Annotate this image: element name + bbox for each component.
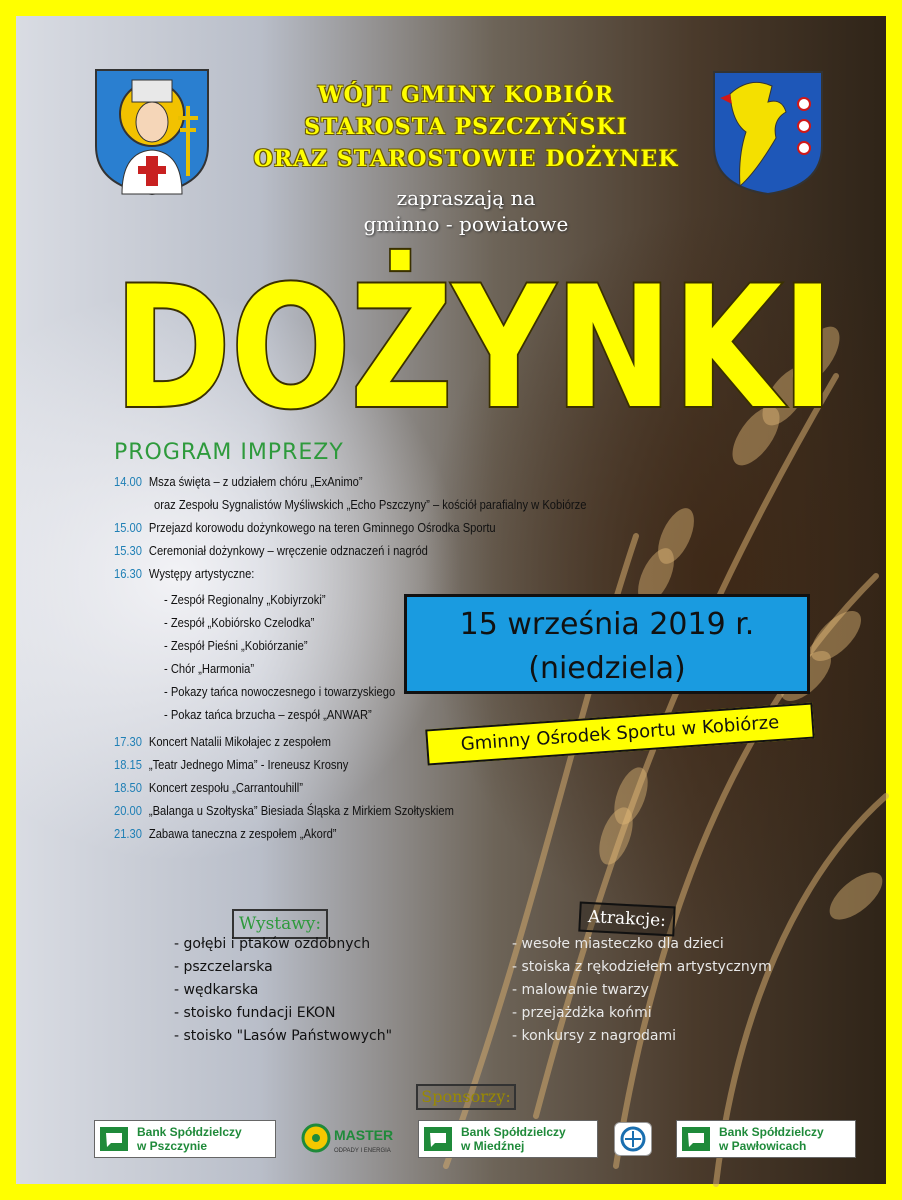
program-description: Koncert Natalii Mikołajec z zespołem: [148, 734, 331, 749]
sponsor-name-line: w Pszczynie: [137, 1139, 208, 1153]
program-item: - Pokaz tańca brzucha – zespół „ANWAR”: [164, 707, 372, 722]
program-time: 18.15: [114, 757, 142, 772]
attraction-item: - malowanie twarzy: [512, 982, 649, 998]
sponsor-name: [461, 1125, 566, 1153]
sponsor-name-line: Bank Spółdzielczy: [461, 1125, 566, 1139]
exhibitions-label: Wystawy:: [232, 909, 328, 939]
sponsor-name-line: Bank Spółdzielczy: [137, 1125, 242, 1139]
program-item: [114, 520, 496, 535]
program-time: 15.30: [114, 543, 142, 558]
program-item: - Zespół „Kobiórsko Czelodka”: [164, 615, 315, 630]
program-item: - Zespół Pieśni „Kobiórzanie”: [164, 638, 308, 653]
attraction-item: - przejażdżka końmi: [512, 1005, 652, 1021]
sponsors-label: Sponsorzy:: [416, 1084, 516, 1110]
program-item: [114, 734, 331, 749]
sponsor-emblem-icon: [615, 1123, 651, 1155]
program-item: [114, 826, 337, 841]
date-text: 15 września 2019 r.: [459, 607, 755, 642]
program-time: 18.50: [114, 780, 142, 795]
sponsor-master: [300, 1120, 396, 1160]
program-description: Msza święta – z udziałem chóru „ExAnimo”: [148, 474, 363, 489]
master-logo-icon: [300, 1120, 396, 1160]
organizer-line-3: ORAZ STAROSTOWIE DOŻYNEK: [253, 146, 679, 172]
exhibition-item: - gołębi i ptaków ozdobnych: [174, 936, 371, 952]
exhibition-item: - wędkarska: [174, 982, 259, 998]
main-title: [104, 250, 844, 446]
program-description: Ceremoniał dożynkowy – wręczenie odznaczeń i nagród: [148, 543, 428, 558]
exhibition-item: - pszczelarska: [174, 959, 273, 975]
program-time: 17.30: [114, 734, 142, 749]
program-item: [114, 566, 254, 581]
sponsor-bank-miedzna: [418, 1120, 598, 1158]
program-time: 14.00: [114, 474, 142, 489]
program-item: [114, 780, 303, 795]
program-description: Przejazd korowodu dożynkowego na teren Gminnego Ośrodka Sportu: [148, 520, 496, 535]
invite-line-2: gminno - powiatowe: [363, 212, 569, 236]
sponsor-name-line: w Miedźnej: [461, 1139, 525, 1153]
attractions-label: Atrakcje:: [578, 902, 675, 937]
program-item: - Zespół Regionalny „Kobiyrzoki”: [164, 592, 326, 607]
program-item: [114, 543, 428, 558]
exhibition-item: - stoisko "Lasów Państwowych": [174, 1028, 393, 1044]
attraction-item: - konkursy z nagrodami: [512, 1028, 677, 1044]
sponsor-small-logo: [614, 1122, 652, 1156]
date-box: [404, 594, 810, 694]
program-time: 21.30: [114, 826, 142, 841]
sponsor-bank-pawlowice: [676, 1120, 856, 1158]
program-heading: PROGRAM IMPREZY: [114, 440, 344, 465]
program-description: Występy artystyczne:: [148, 566, 255, 581]
program-item: [114, 803, 454, 818]
sponsor-name: [719, 1125, 824, 1153]
invite-line-1: zapraszają na: [396, 186, 536, 210]
bank-logo-icon: [423, 1126, 453, 1152]
program-description: Zabawa taneczna z zespołem „Akord”: [148, 826, 337, 841]
sponsor-bank-pszczyna: [94, 1120, 276, 1158]
exhibition-item: - stoisko fundacji EKON: [174, 1005, 336, 1021]
program-description: „Balanga u Szołtyska” Biesiada Śląska z Mirkiem Szołtyskiem: [148, 803, 454, 818]
weekday-text: (niedziela): [528, 651, 686, 686]
sponsor-name: [137, 1125, 242, 1153]
kobior-coat-of-arms-icon: [92, 66, 212, 196]
master-subtitle: ODPADY I ENERGIA: [334, 1148, 391, 1154]
program-description: „Teatr Jednego Mima” - Ireneusz Krosny: [148, 757, 349, 772]
attraction-item: - wesołe miasteczko dla dzieci: [512, 936, 724, 952]
program-item: [114, 757, 348, 772]
organizer-line-1: WÓJT GMINY KOBIÓR: [317, 82, 615, 108]
program-item: [114, 474, 363, 489]
program-item: - Pokazy tańca nowoczesnego i towarzyskiego: [164, 684, 396, 699]
organizer-line-2: STAROSTA PSZCZYŃSKI: [304, 114, 628, 140]
program-item: - Chór „Harmonia”: [164, 661, 255, 676]
wheat-background: [16, 16, 886, 1184]
pszczyna-county-coat-of-arms-icon: [710, 68, 826, 196]
program-time: 16.30: [114, 566, 142, 581]
master-name: MASTER: [334, 1127, 394, 1143]
main-title-text: DOŻYNKI: [114, 250, 834, 446]
program-time: 15.00: [114, 520, 142, 535]
venue-banner: Gminny Ośrodek Sportu w Kobiórze: [425, 703, 815, 766]
program-description: Koncert zespołu „Carrantouhill”: [148, 780, 303, 795]
bank-logo-icon: [681, 1126, 711, 1152]
sponsor-name-line: w Pawłowicach: [719, 1139, 807, 1153]
program-time: 20.00: [114, 803, 142, 818]
attraction-item: - stoiska z rękodziełem artystycznym: [512, 959, 772, 975]
program-item: oraz Zespołu Sygnalistów Myśliwskich „Echo Pszczyny” – kościół parafialny w Kobiórze: [154, 497, 587, 512]
sponsor-name-line: Bank Spółdzielczy: [719, 1125, 824, 1139]
bank-logo-icon: [99, 1126, 129, 1152]
